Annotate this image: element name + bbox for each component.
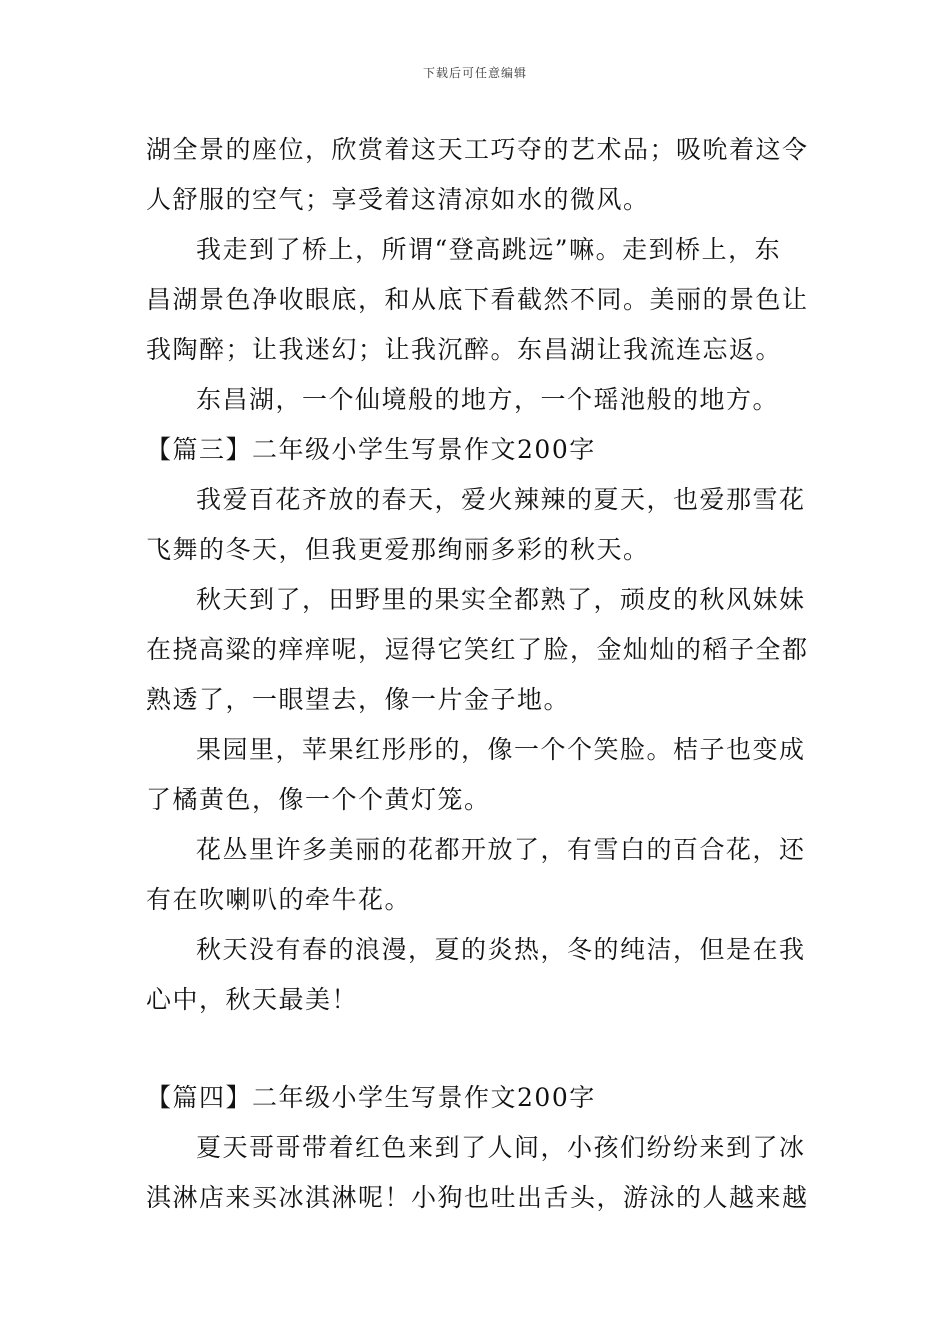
- text-line: 淇淋店来买冰淇淋呢！小狗也吐出舌头，游泳的人越来越: [146, 1183, 809, 1212]
- text-line: 花丛里许多美丽的花都开放了，有雪白的百合花，还: [196, 835, 806, 864]
- text-line: 昌湖景色净收眼底，和从底下看截然不同。美丽的景色让: [146, 285, 809, 314]
- text-line: 我爱百花齐放的春天，爱火辣辣的夏天，也爱那雪花: [196, 485, 806, 514]
- text-line: 湖全景的座位，欣赏着这天工巧夺的艺术品；吸吮着这令: [146, 135, 809, 164]
- text-line: 夏天哥哥带着红色来到了人间，小孩们纷纷来到了冰: [196, 1133, 806, 1162]
- text-line: 我陶醉；让我迷幻；让我沉醉。东昌湖让我流连忘返。: [146, 335, 783, 364]
- text-line: 了橘黄色，像一个个黄灯笼。: [146, 785, 491, 814]
- section-heading: 【篇三】二年级小学生写景作文200字: [146, 435, 596, 464]
- text-line: 我走到了桥上，所谓“登高跳远”嘛。走到桥上，东: [196, 235, 782, 264]
- text-line: 有在吹喇叭的牵牛花。: [146, 885, 412, 914]
- text-line: 在挠高粱的痒痒呢，逗得它笑红了脸，金灿灿的稻子全都: [146, 635, 809, 664]
- text-line: 秋天到了，田野里的果实全都熟了，顽皮的秋风妹妹: [196, 585, 806, 614]
- text-line: 秋天没有春的浪漫，夏的炎热，冬的纯洁，但是在我: [196, 935, 806, 964]
- page-header-note: 下载后可任意编辑: [422, 66, 527, 80]
- text-line: 果园里，苹果红彤彤的，像一个个笑脸。桔子也变成: [196, 735, 806, 764]
- text-line: 人舒服的空气；享受着这清凉如水的微风。: [146, 185, 650, 214]
- text-line: 熟透了，一眼望去，像一片金子地。: [146, 685, 571, 714]
- text-line: 心中，秋天最美！: [146, 985, 359, 1014]
- text-line: 东昌湖，一个仙境般的地方，一个瑶池般的地方。: [196, 385, 780, 414]
- section-heading: 【篇四】二年级小学生写景作文200字: [146, 1083, 596, 1112]
- text-line: 飞舞的冬天，但我更爱那绚丽多彩的秋天。: [146, 535, 650, 564]
